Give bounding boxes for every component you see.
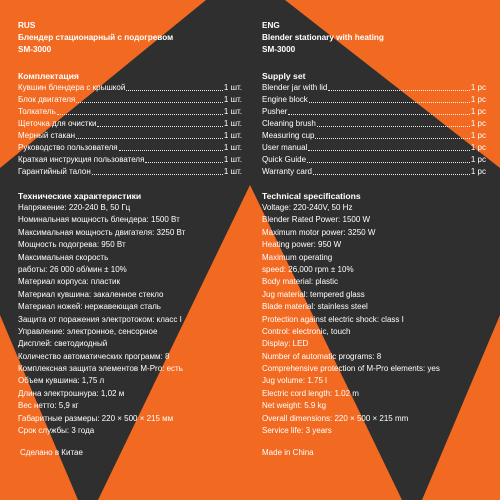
spec-line: Защита от поражения электротоком: класс I (18, 314, 182, 324)
spec-line: работы: 26 000 об/мин ± 10% (18, 264, 127, 274)
supply-item: Блок двигателя 1 шт. (18, 95, 242, 104)
spec-line: Maximum motor power: 3250 W (262, 227, 376, 237)
spec-line: Control: electronic, touch (262, 326, 351, 336)
spec-line: Service life: 3 years (262, 426, 332, 436)
supply-item: Гарантийный талон 1 шт. (18, 167, 242, 176)
spec-line: Comprehensive protection of M-Pro elements: yes (262, 364, 440, 374)
supply-item: Руководство пользователя 1 шт. (18, 143, 242, 152)
supply-list-ru (18, 82, 242, 178)
supply-item: Engine block 1 pc (262, 95, 486, 104)
spec-line: Heating power: 950 W (262, 240, 342, 250)
spec-heading-en: Technical specifications (262, 191, 361, 201)
supply-item: Blender jar with lid 1 pc (262, 83, 486, 92)
made-in-en: Made in China (262, 448, 314, 458)
spec-line: Материал кувшина: закаленное стекло (18, 289, 164, 299)
spec-line: speed: 26,000 rpm ± 10% (262, 264, 354, 274)
spec-line: Максимальная скорость (18, 252, 109, 262)
supply-item: Краткая инструкция пользователя 1 шт. (18, 155, 242, 164)
spec-line: Blade material: stainless steel (262, 302, 368, 312)
supply-item: Measuring cup 1 pc (262, 131, 486, 140)
spec-line: Protection against electric shock: class I (262, 314, 404, 324)
supply-list-en (262, 82, 486, 178)
spec-line: Display: LED (262, 339, 309, 349)
spec-line: Дисплей: светодиодный (18, 339, 108, 349)
spec-line: Срок службы: 3 года (18, 426, 95, 436)
product-title-ru: Блендер стационарный с подогревом (18, 33, 174, 42)
spec-list-en (262, 202, 486, 437)
language-code-ru: RUS (18, 21, 36, 30)
product-model-ru: SM-3000 (18, 45, 52, 54)
spec-line: Blender Rated Power: 1500 W (262, 215, 371, 225)
spec-line: Количество автоматических программ: 8 (18, 351, 170, 361)
supply-item: Pusher 1 pc (262, 107, 486, 116)
spec-line: Electric cord length: 1.02 m (262, 388, 359, 398)
spec-line: Длина электрошнура: 1,02 м (18, 388, 125, 398)
spec-heading-ru: Технические характеристики (18, 191, 142, 201)
spec-line: Voltage: 220-240V, 50 Hz (262, 203, 353, 212)
spec-line: Net weight: 5.9 kg (262, 401, 327, 411)
spec-line: Габаритные размеры: 220 × 500 × 215 мм (18, 413, 174, 423)
spec-line: Number of automatic programs: 8 (262, 351, 382, 361)
supply-item: User manual 1 pc (262, 143, 486, 152)
spec-line: Вес нетто: 5,9 кг (18, 401, 79, 411)
spec-line: Overall dimensions: 220 × 500 × 215 mm (262, 413, 409, 423)
spec-list-ru (18, 202, 242, 437)
supply-item: Cleaning brush 1 pc (262, 119, 486, 128)
spec-line: Jug volume: 1.75 l (262, 376, 327, 386)
spec-line: Управление: электронное, сенсорное (18, 326, 158, 336)
spec-line: Body material: plastic (262, 277, 339, 287)
spec-line: Материал корпуса: пластик (18, 277, 121, 287)
supply-item: Мерный стакан 1 шт. (18, 131, 242, 140)
spec-line: Напряжение: 220-240 В, 50 Гц (18, 203, 131, 212)
spec-line: Maximum operating (262, 252, 333, 262)
russian-column (18, 20, 242, 459)
supply-item: Кувшин блендера с крышкой 1 шт. (18, 83, 242, 92)
supply-heading-en: Supply set (262, 71, 306, 81)
spec-line: Номинальная мощность блендера: 1500 Вт (18, 215, 180, 225)
supply-item: Щеточка для очистки 1 шт. (18, 119, 242, 128)
supply-item: Quick Guide 1 pc (262, 155, 486, 164)
language-code-en: ENG (262, 21, 280, 30)
supply-item: Толкатель 1 шт. (18, 107, 242, 116)
supply-item: Warranty card 1 pc (262, 167, 486, 176)
made-in-ru: Сделано в Китае (20, 448, 83, 458)
spec-line: Максимальная мощность двигателя: 3250 Вт (18, 227, 186, 237)
spec-line: Jug material: tempered glass (262, 289, 365, 299)
spec-line: Объем кувшина: 1,75 л (18, 376, 105, 386)
product-title-en: Blender stationary with heating (262, 33, 384, 42)
supply-heading-ru: Комплектация (18, 71, 79, 81)
product-model-en: SM-3000 (262, 45, 296, 54)
spec-line: Комплексная защита элементов M-Pro: есть (18, 364, 183, 374)
spec-line: Материал ножей: нержавеющая сталь (18, 302, 161, 312)
english-column (262, 20, 486, 459)
spec-line: Мощность подогрева: 950 Вт (18, 240, 126, 250)
